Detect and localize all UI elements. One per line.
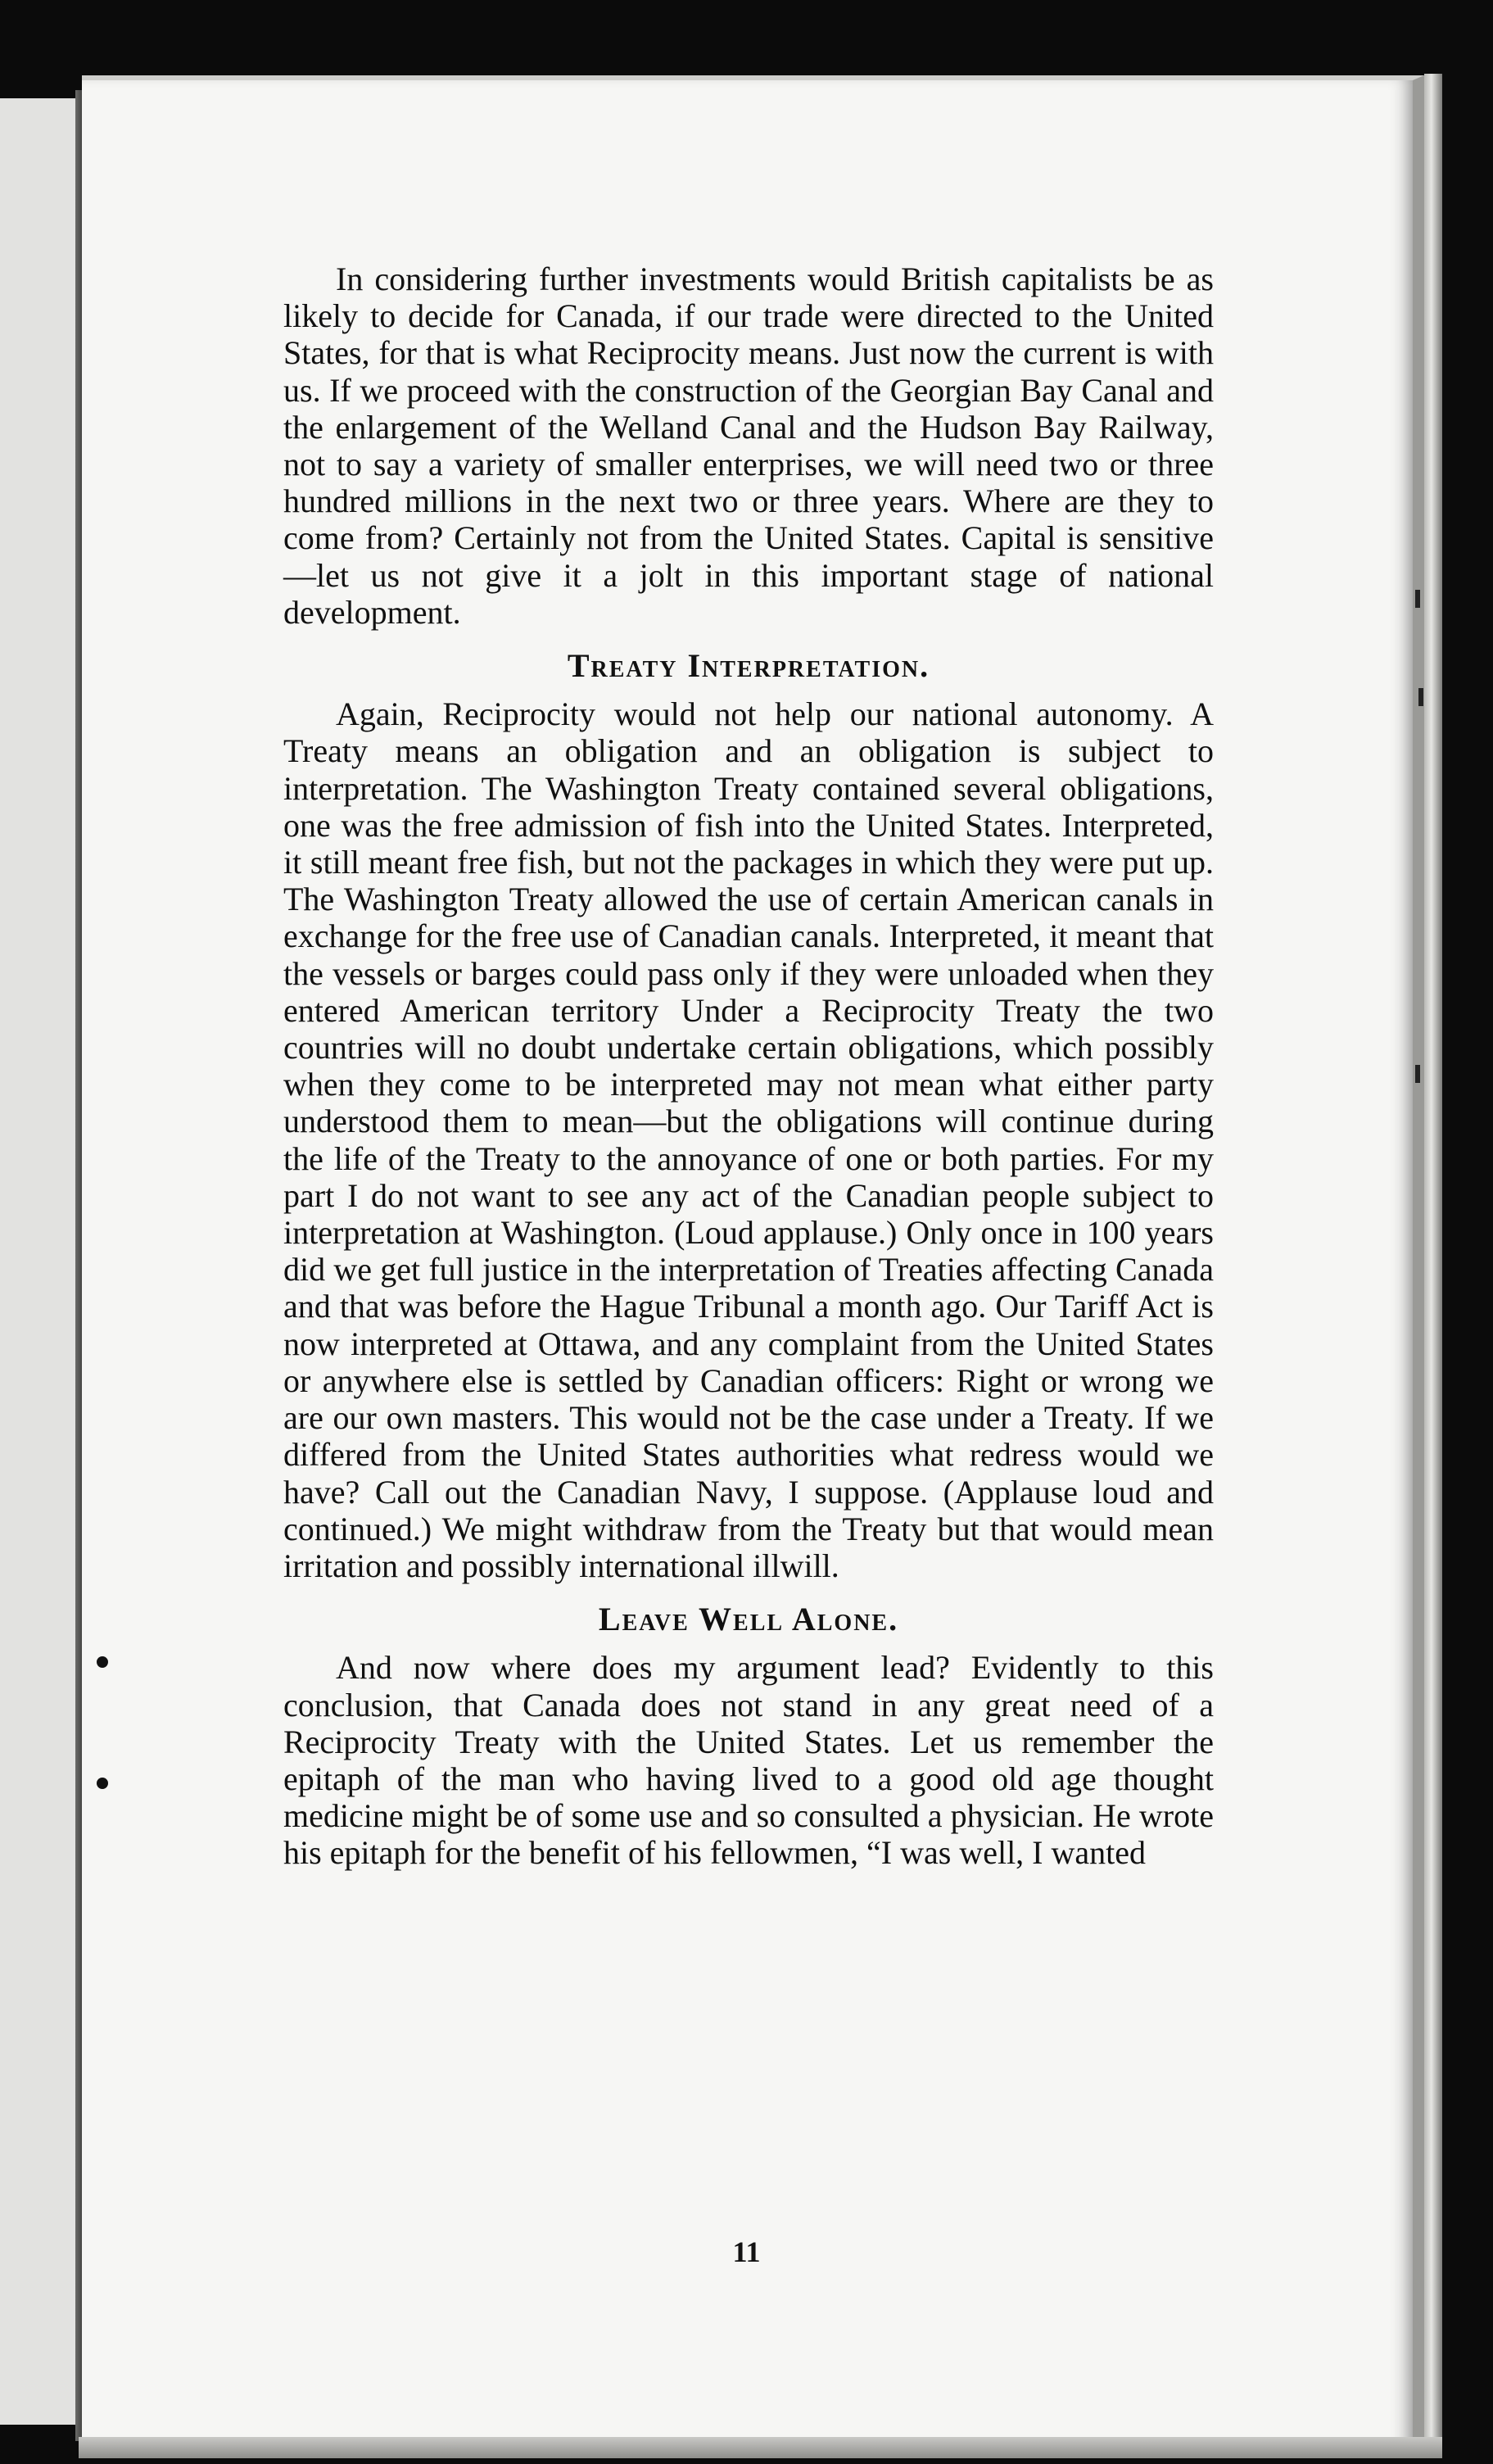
edge-blemish	[1415, 1065, 1420, 1083]
page-right-edge	[1424, 74, 1442, 2449]
section-heading-leave-well-alone: Leave Well Alone.	[598, 1601, 899, 1638]
edge-blemish	[1418, 688, 1423, 706]
body-text	[283, 260, 1214, 1872]
section-heading-treaty-interpretation: Treaty Interpretation.	[567, 647, 930, 685]
binding-hole-mark	[97, 1656, 108, 1668]
edge-blemish	[1415, 590, 1420, 608]
page-number: 11	[732, 2235, 761, 2268]
paragraph-epitaph: And now where does my argument lead? Evidently to this conclusion, that Canada does not stand in any great need of a Reciprocity Treaty with the United States. Let us remember the epitaph of the man who having lived to a good old age thought medicine might be of some use and so consulted a physician. He wrote his epitaph for the benefit of his fellowmen, “I was well, I wanted	[283, 1649, 1214, 1872]
facing-page-edge	[0, 98, 81, 2425]
paragraph-capital-investment: In considering further investments would British capitalists be as likely to decide for Canada, if our trade were directed to the United States, for that is what Reciprocity means. Just now the current is with us. If we proceed with the construction of the Georgian Bay Canal and the enlargement of the Welland Canal and the Hudson Bay Railway, not to say a variety of smaller enterprises, we will need two or three hundred millions in the next two or three years. Where are they to come from? Certainly not from the United States. Capital is sensitive—let us not give it a jolt in this important stage of national development.	[283, 260, 1214, 631]
paragraph-treaty-interpretation: Again, Reciprocity would not help our national autonomy. A Treaty means an obligation and an obligation is subject to interpretation. The Washington Treaty contained several obligations, one was the free admission of fish into the United States. Interpreted, it still meant free fish, but not the packages in which they were put up. The Washington Treaty allowed the use of certain American canals in exchange for the free use of Canadian canals. Interpreted, it meant that the vessels or barges could pass only if they were unloaded when they entered American territory Under a Reciprocity Treaty the two countries will no doubt undertake certain obligations, which possibly when they come to be interpreted may not mean what either party understood them to mean—but the obligations will continue during the life of the Treaty to the annoyance of one or both parties. For my part I do not want to see any act of the Canadian people subject to interpretation at Washington. (Loud applause.) Only once in 100 years did we get full justice in the interpretation of Treaties affecting Canada and that was before the Hague Tribunal a month ago. Our Tariff Act is now interpreted at Ottawa, and any complaint from the United States or anywhere else is settled by Canadian officers: Right or wrong we are our own masters. This would not be the case under a Treaty. If we differed from the United States authorities what redress would we have? Call out the Canadian Navy, I suppose. (Applause loud and continued.) We might withdraw from the Treaty but that would mean irritation and possibly international illwill.	[283, 695, 1214, 1584]
page-bottom-edge	[79, 2437, 1442, 2458]
binding-hole-mark	[97, 1778, 108, 1789]
